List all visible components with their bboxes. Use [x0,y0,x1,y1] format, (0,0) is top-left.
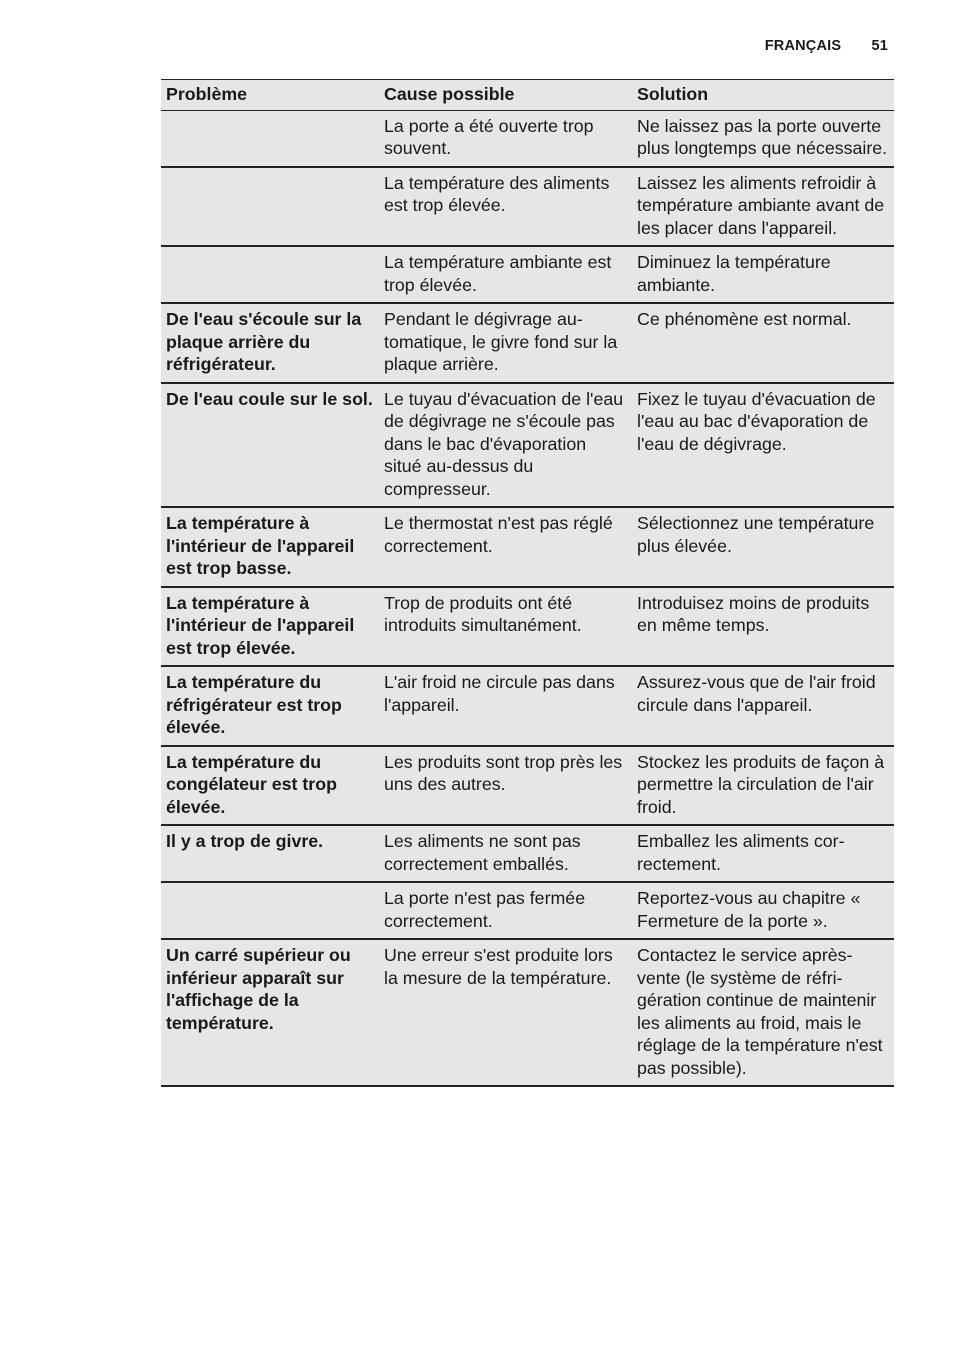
table-row [161,882,894,939]
table-row [161,110,894,167]
table-row [161,246,894,303]
problem-cell: Un carré supérieur ou inférieur apparaît sur l'affichage de la température. [161,939,379,1086]
table-row [161,939,894,1086]
solution-cell: Introduisez moins de produits en même temps. [632,587,894,667]
solution-cell: Emballez les aliments correctement. [632,825,894,882]
problem-cell: La température du congélateur est trop élevée. [161,746,379,826]
problem-cell: La température à l'intérieur de l'appareil est trop basse. [161,507,379,587]
cause-cell: Pendant le dégivrage automatique, le givre fond sur la plaque arrière. [379,303,632,383]
cause-cell: Une erreur s'est produite lors la mesure de la température. [379,939,632,1086]
problem-cell: De l'eau coule sur le sol. [161,383,379,508]
problem-cell [161,882,379,939]
problem-cell [161,246,379,303]
cause-cell: La température ambiante est trop élevée. [379,246,632,303]
solution-cell: Reportez-vous au chapitre « Fermeture de la porte ». [632,882,894,939]
section-label: FRANÇAIS [764,38,842,54]
troubleshooting-table [161,79,894,1087]
solution-cell: Diminuez la température ambiante. [632,246,894,303]
table-row [161,303,894,383]
cause-cell: Les aliments ne sont pas correctement emballés. [379,825,632,882]
cause-cell: Le thermostat n'est pas réglé correctement. [379,507,632,587]
solution-cell: Assurez-vous que de l'air froid circule dans l'appareil. [632,666,894,746]
table-header-row [161,80,894,111]
page-header [765,38,888,54]
table-row [161,666,894,746]
table-row [161,383,894,508]
cause-cell: La porte a été ouverte trop souvent. [379,110,632,167]
problem-cell: Il y a trop de givre. [161,825,379,882]
column-header-cause: Cause possible [379,80,632,111]
table-row [161,167,894,247]
problem-cell: La température à l'intérieur de l'appareil est trop élevée. [161,587,379,667]
problem-cell: La température du réfrigérateur est trop élevée. [161,666,379,746]
solution-cell: Sélectionnez une température plus élevée. [632,507,894,587]
solution-cell: Laissez les aliments refroidir à température ambiante avant de les placer dans l'appareil. [632,167,894,247]
cause-cell: L'air froid ne circule pas dans l'appareil. [379,666,632,746]
page-number: 51 [871,38,888,54]
solution-cell: Ce phénomène est normal. [632,303,894,383]
problem-cell [161,110,379,167]
solution-cell: Contactez le service après-vente (le système de réfrigération continue de maintenir les aliments au froid, mais le réglage de la température n'est pas possible). [632,939,894,1086]
column-header-problem: Problème [161,80,379,111]
cause-cell: Trop de produits ont été introduits simultanément. [379,587,632,667]
cause-cell: Le tuyau d'évacuation de l'eau de dégivrage ne s'écoule pas dans le bac d'évaporation situé au-dessus du compresseur. [379,383,632,508]
problem-cell: De l'eau s'écoule sur la plaque arrière du réfrigérateur. [161,303,379,383]
cause-cell: La température des aliments est trop élevée. [379,167,632,247]
column-header-solution: Solution [632,80,894,111]
problem-cell [161,167,379,247]
table-row [161,746,894,826]
table-row [161,507,894,587]
solution-cell: Ne laissez pas la porte ouverte plus longtemps que nécessaire. [632,110,894,167]
table-row [161,587,894,667]
table-row [161,825,894,882]
cause-cell: Les produits sont trop près les uns des autres. [379,746,632,826]
solution-cell: Fixez le tuyau d'évacuation de l'eau au bac d'évaporation de l'eau de dégivrage. [632,383,894,508]
solution-cell: Stockez les produits de façon à permettre la circulation de l'air froid. [632,746,894,826]
cause-cell: La porte n'est pas fermée correctement. [379,882,632,939]
